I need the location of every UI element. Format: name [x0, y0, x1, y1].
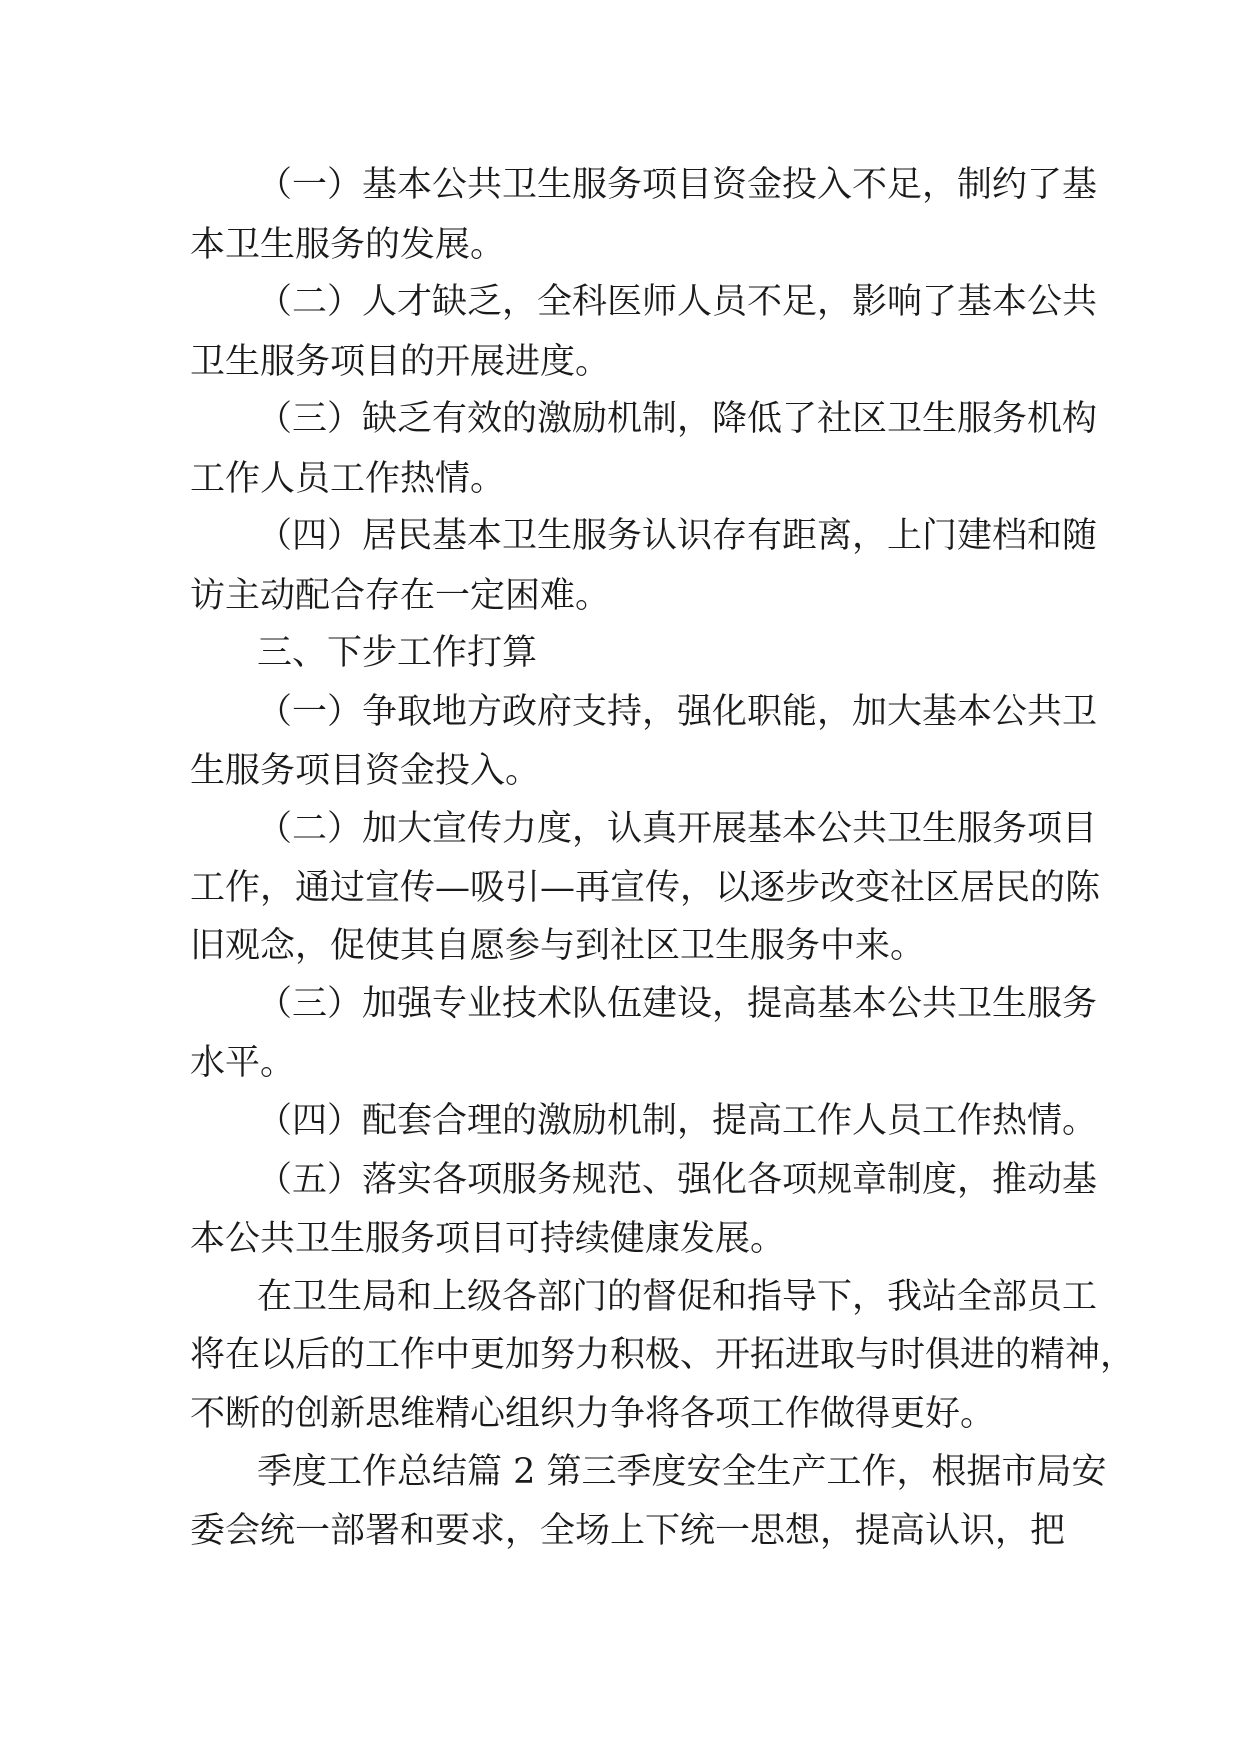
- text-line: 水平。: [190, 1043, 296, 1083]
- text-line: （一）争取地方政府支持，强化职能，加大基本公共卫: [257, 692, 1098, 732]
- text-line: （二）人才缺乏，全科医师人员不足，影响了基本公共: [257, 282, 1098, 322]
- text-line: 访主动配合存在一定困难。: [190, 576, 611, 616]
- text-line: 生服务项目资金投入。: [190, 751, 541, 791]
- text-line: （四）居民基本卫生服务认识存有距离，上门建档和随: [257, 516, 1098, 556]
- text-line: 工作人员工作热情。: [190, 459, 506, 499]
- text-line: （四）配套合理的激励机制，提高工作人员工作热情。: [257, 1101, 1098, 1141]
- text-line: （一）基本公共卫生服务项目资金投入不足，制约了基: [257, 165, 1098, 205]
- text-line: 旧观念，促使其自愿参与到社区卫生服务中来。: [190, 926, 926, 966]
- text-line: 工作，通过宣传—吸引—再宣传，以逐步改变社区居民的陈: [190, 868, 1101, 908]
- text-line: （三）加强专业技术队伍建设，提高基本公共卫生服务: [257, 984, 1098, 1024]
- text-line: （五）落实各项服务规范、强化各项规章制度，推动基: [257, 1160, 1098, 1200]
- text-line: 卫生服务项目的开展进度。: [190, 342, 611, 382]
- text-line: 将在以后的工作中更加努力积极、开拓进取与时俱进的精神，: [190, 1335, 1136, 1375]
- text-line: 本卫生服务的发展。: [190, 225, 506, 265]
- text-line: 在卫生局和上级各部门的督促和指导下，我站全部员工: [257, 1277, 1098, 1317]
- text-line: 季度工作总结篇 2 第三季度安全生产工作，根据市局安: [257, 1452, 1107, 1492]
- text-line: 不断的创新思维精心组织力争将各项工作做得更好。: [190, 1394, 996, 1434]
- text-line: （三）缺乏有效的激励机制，降低了社区卫生服务机构: [257, 399, 1098, 439]
- text-line: （二）加大宣传力度，认真开展基本公共卫生服务项目: [257, 809, 1098, 849]
- section-heading: 三、下步工作打算: [257, 633, 538, 673]
- text-line: 本公共卫生服务项目可持续健康发展。: [190, 1219, 786, 1259]
- text-line: 委会统一部署和要求，全场上下统一思想，提高认识，把: [190, 1511, 1066, 1551]
